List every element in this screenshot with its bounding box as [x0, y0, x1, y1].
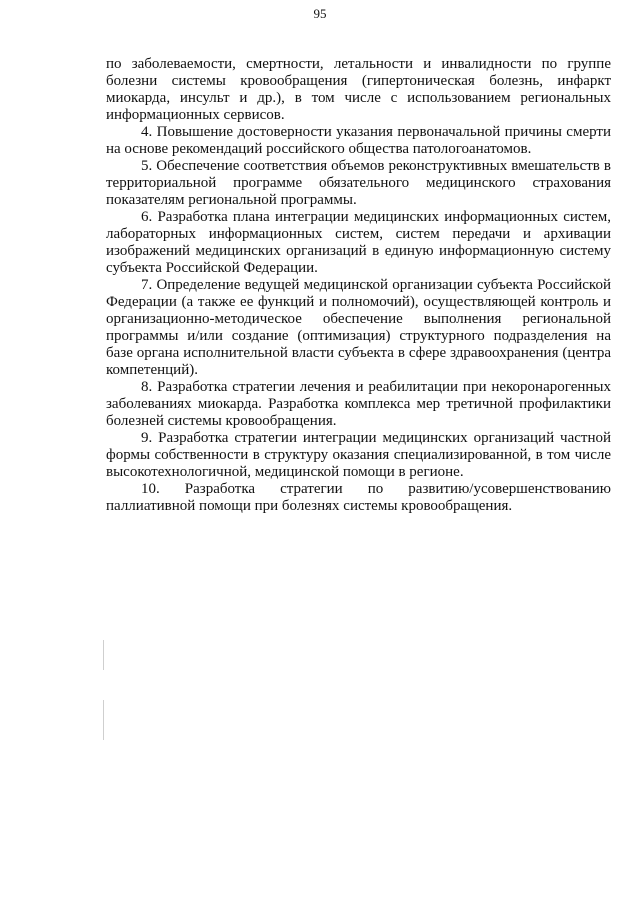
list-item-9: 9. Разработка стратегии интеграции медицинских организаций частной формы собственности в структуру оказания специализированной, в том числе высокотехнологичной, медицинской помощи в регионе. — [106, 430, 611, 480]
list-item-7: 7. Определение ведущей медицинской организации субъекта Российской Федерации (а также ее функций и полномочий), осуществляющей контроль и организационно-методическое обеспечение выполнения региональной программы и/или создание (оптимизация) структурного подразделения на базе органа исполнительной власти субъекта в сфере здравоохранения (центра компетенций). — [106, 277, 611, 378]
list-item-6: 6. Разработка плана интеграции медицинских информационных систем, лабораторных информационных систем, систем передачи и архивации изображений медицинских организаций в единую информационную систему субъекта Российской Федерации. — [106, 209, 611, 276]
scan-margin-mark — [103, 700, 104, 740]
document-body — [106, 56, 611, 515]
list-item-8: 8. Разработка стратегии лечения и реабилитации при некоронарогенных заболеваниях миокарда. Разработка комплекса мер третичной профилактики болезней системы кровообращения. — [106, 379, 611, 429]
page-number: 95 — [313, 6, 327, 21]
list-item-4: 4. Повышение достоверности указания первоначальной причины смерти на основе рекомендаций российского общества патологоанатомов. — [106, 124, 611, 157]
list-item-10: 10. Разработка стратегии по развитию/усовершенствованию паллиативной помощи при болезнях системы кровообращения. — [106, 481, 611, 514]
scan-margin-mark — [103, 640, 104, 670]
paragraph-continuation: по заболеваемости, смертности, летальности и инвалидности по группе болезни системы кровообращения (гипертоническая болезнь, инфаркт миокарда, инсульт и др.), в том числе с использованием региональных информационных сервисов. — [106, 56, 611, 123]
list-item-5: 5. Обеспечение соответствия объемов реконструктивных вмешательств в территориальной программе обязательного медицинского страхования показателям региональной программы. — [106, 158, 611, 208]
